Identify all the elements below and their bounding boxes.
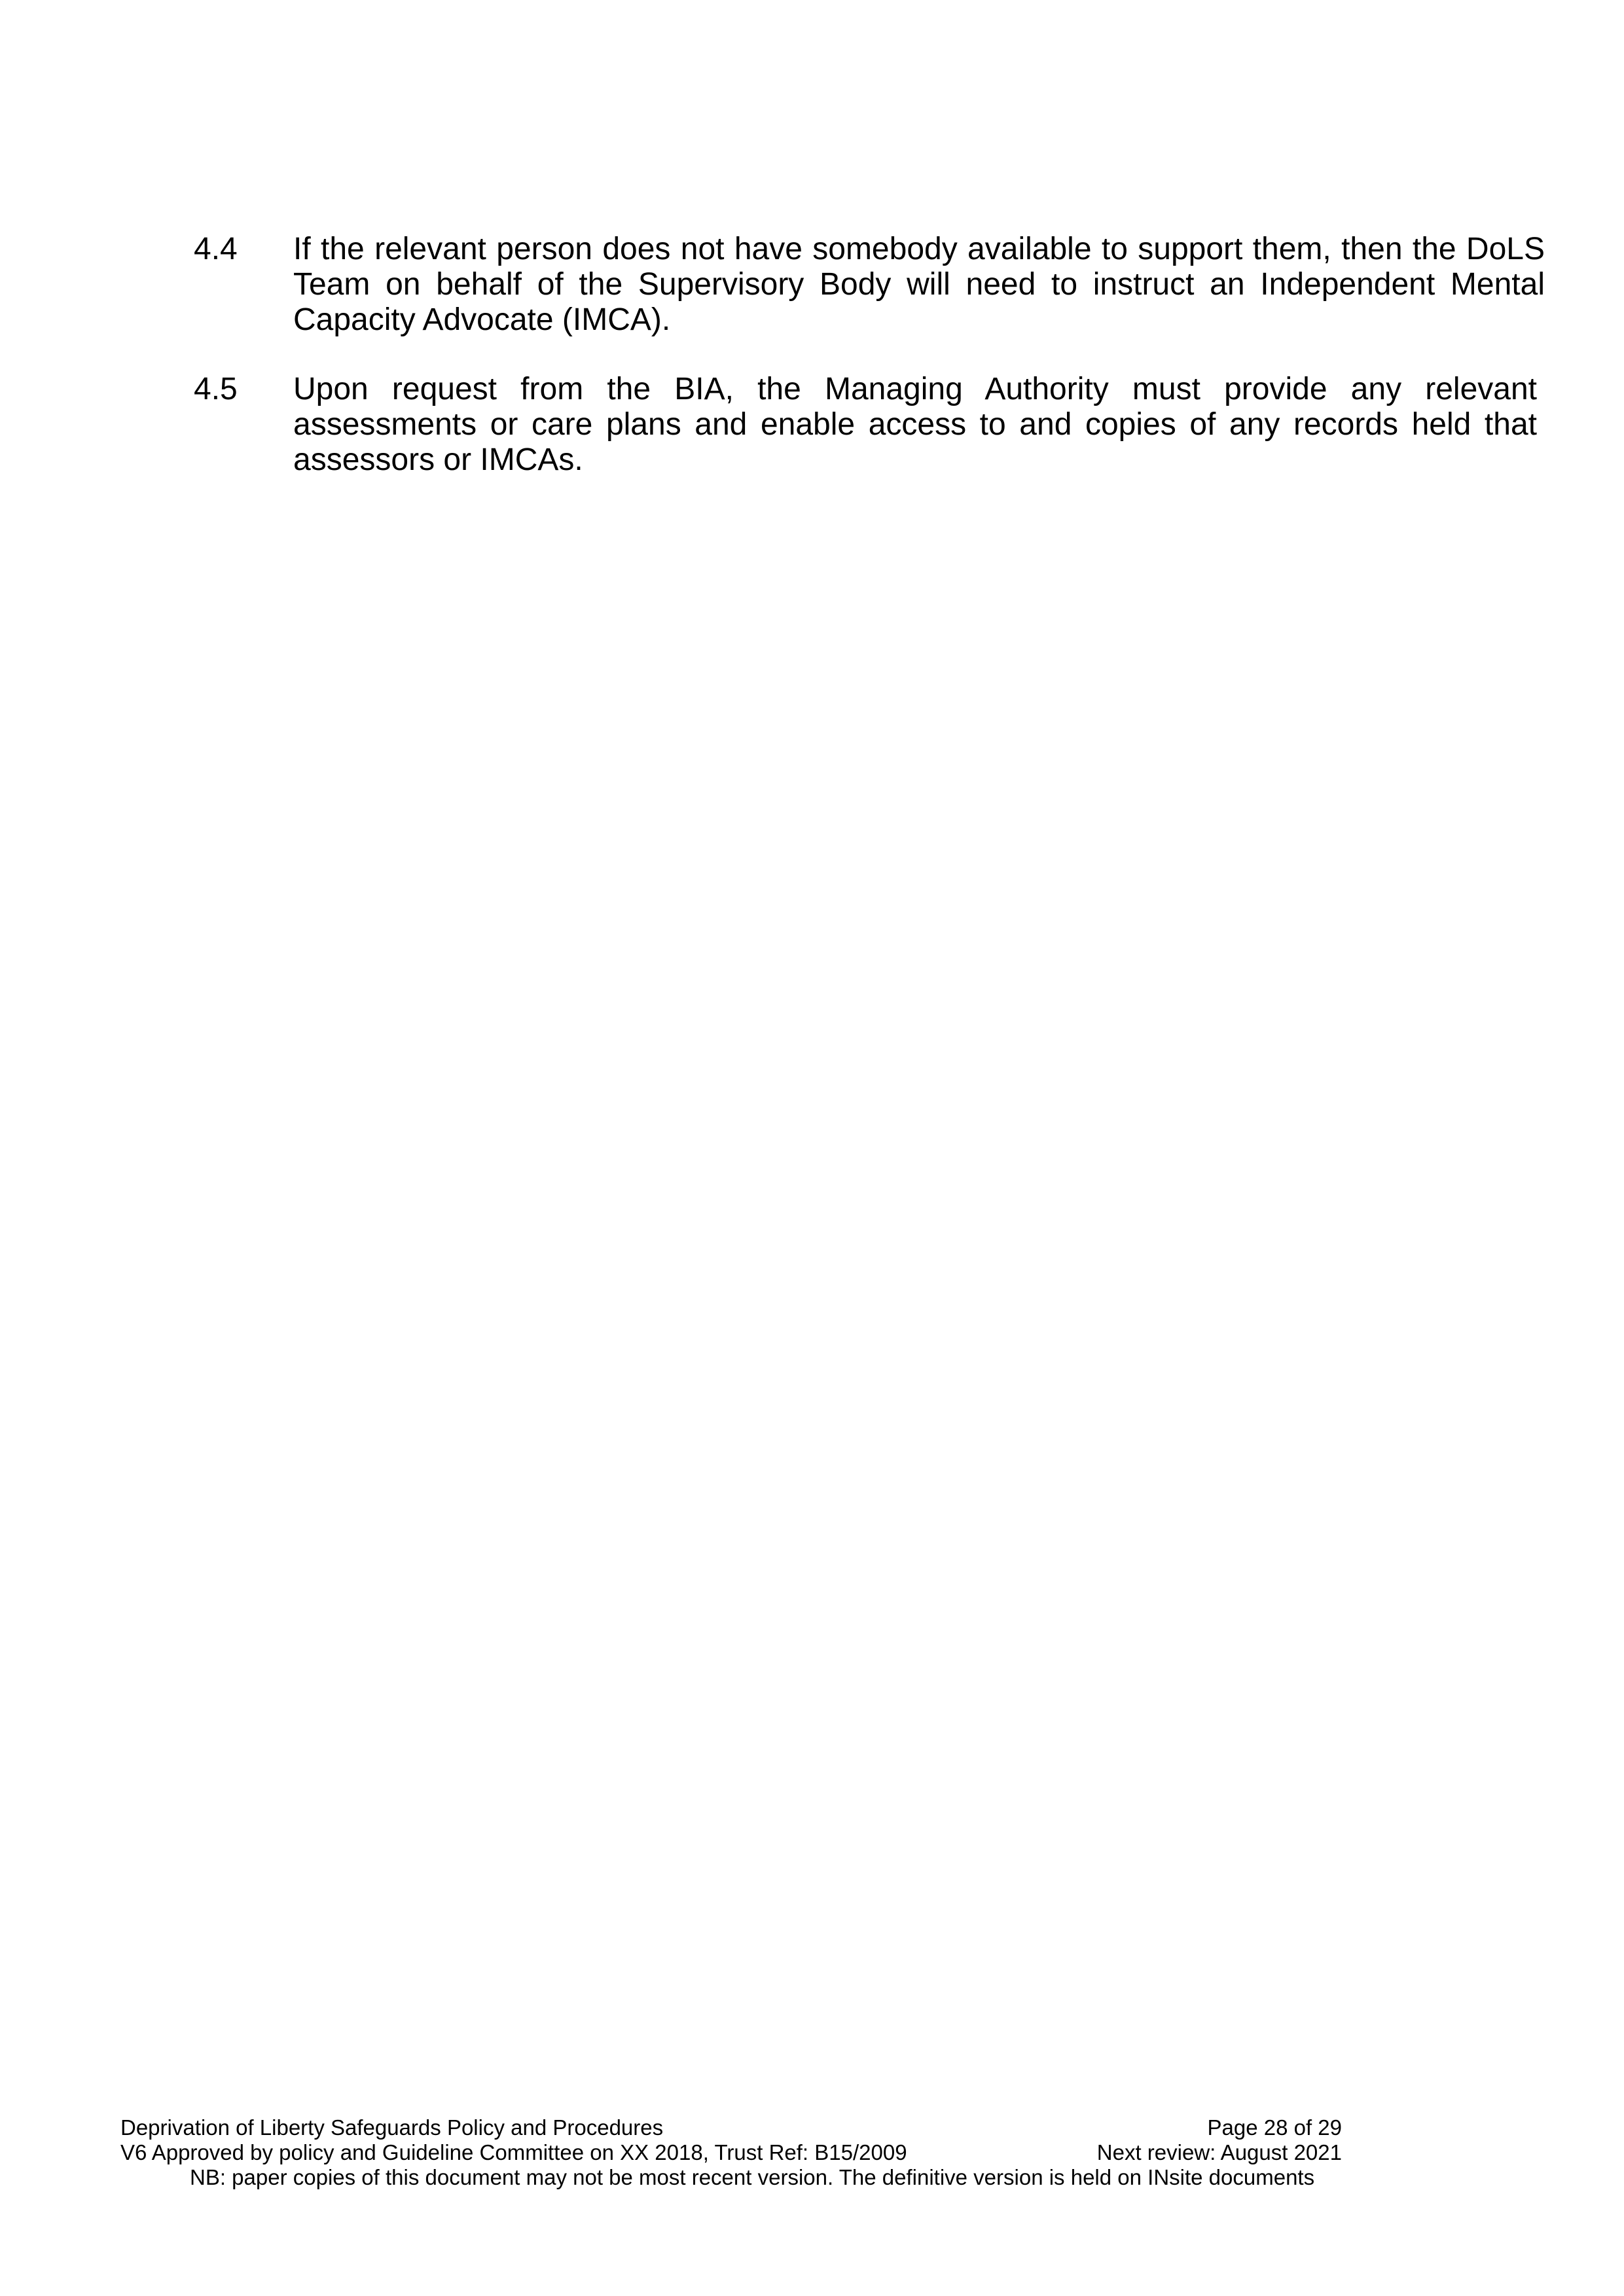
paragraph-text: Upon request from the BIA, the Managing Authority must provide any relevant assessments or care plans and enable access to and copies of any records held that assessors or IMCAs. — [293, 372, 1537, 477]
paragraph-number: 4.4 — [194, 232, 238, 266]
footer-approval: V6 Approved by policy and Guideline Committee on XX 2018, Trust Ref: B15/2009 — [120, 2140, 907, 2164]
paragraph-number: 4.5 — [194, 372, 238, 406]
footer-note: NB: paper copies of this document may not be most recent version. The definitive version is held on INsite documents — [190, 2165, 1315, 2189]
footer-document-title: Deprivation of Liberty Safeguards Policy and Procedures — [120, 2115, 664, 2140]
footer-page-number: Page 28 of 29 — [1207, 2115, 1342, 2140]
paragraph-text: If the relevant person does not have somebody available to support them, then the DoLS Team on behalf of the Supervisory Body will need to instruct an Independent Mental Capacity Advocate (IMCA). — [293, 232, 1545, 337]
footer-next-review: Next review: August 2021 — [1096, 2140, 1342, 2164]
